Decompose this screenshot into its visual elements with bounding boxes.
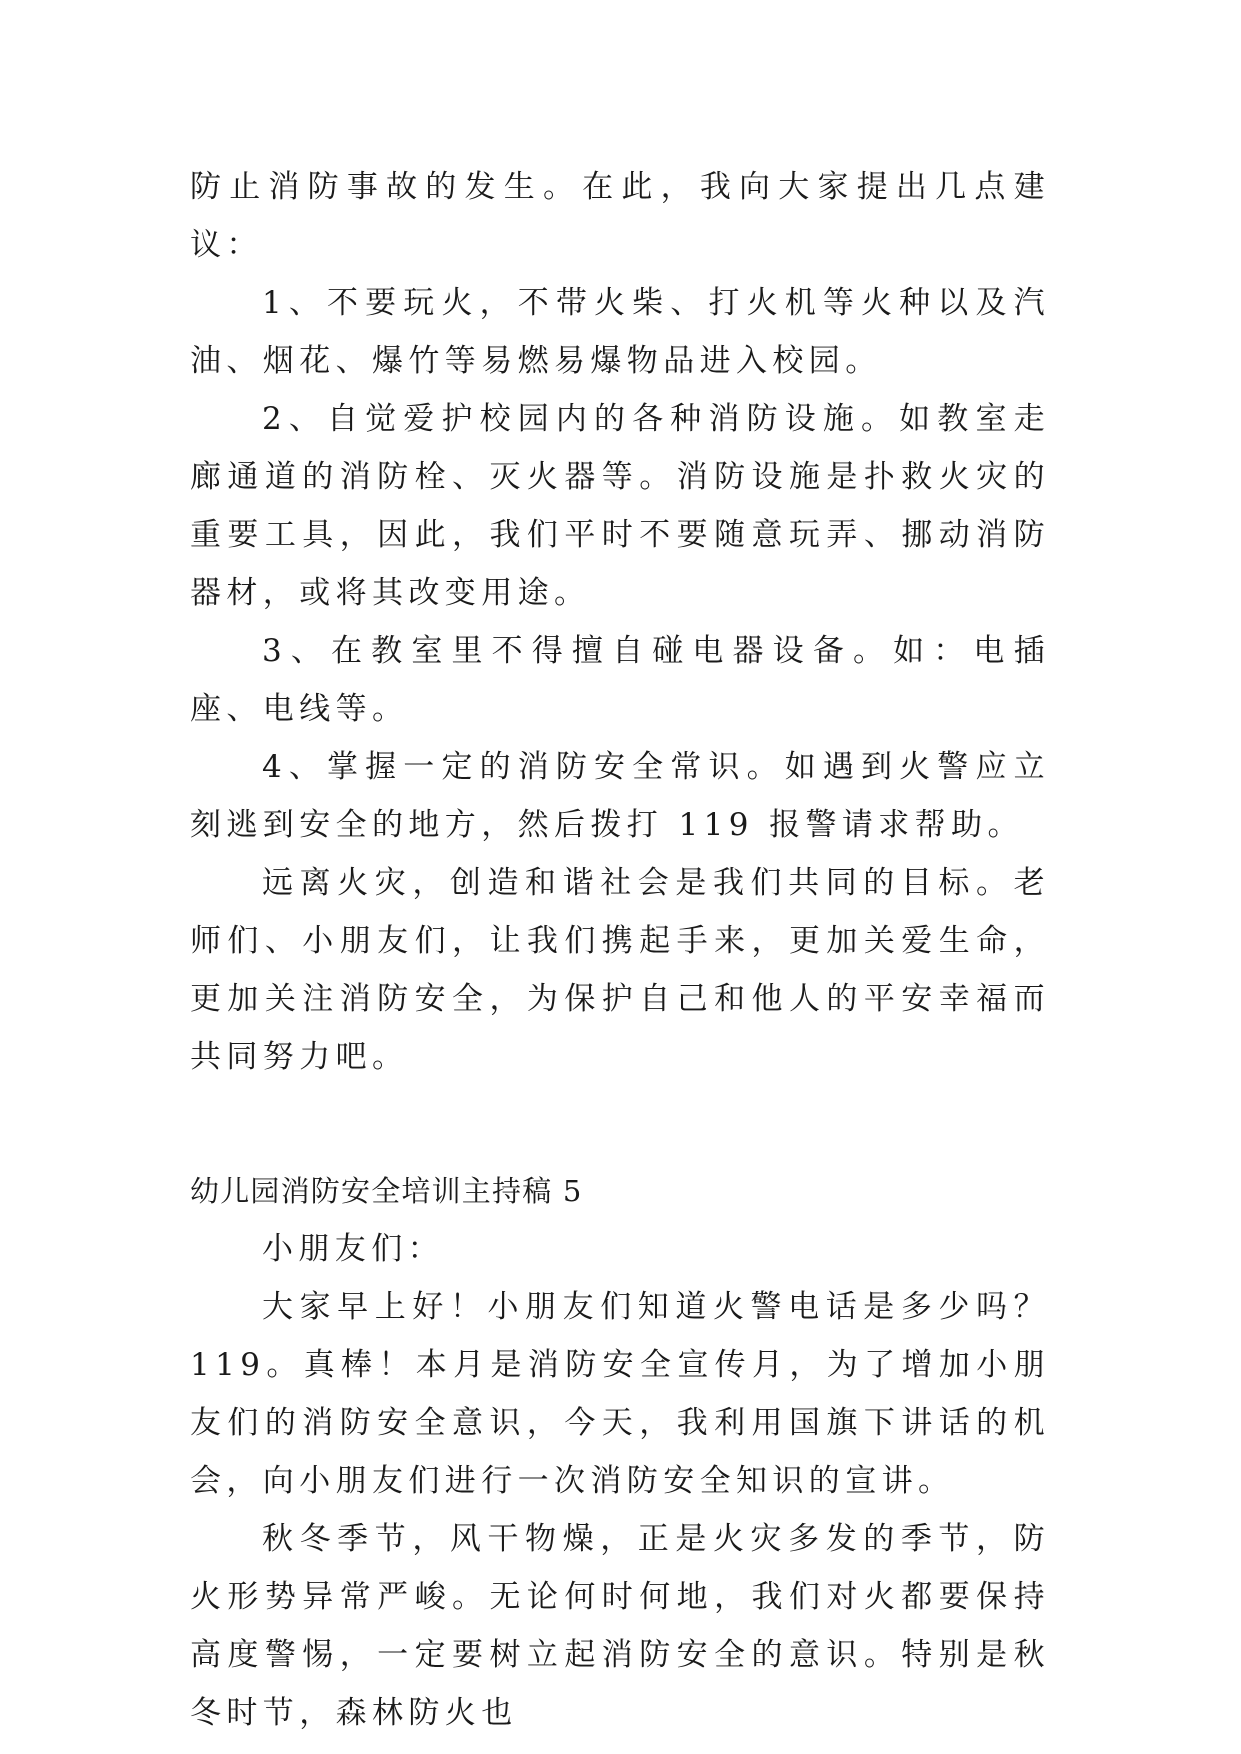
paragraph-closing: 远离火灾，创造和谐社会是我们共同的目标。老师们、小朋友们，让我们携起手来，更加关爱生命，更加关注消防安全，为保护自己和他人的平安幸福而共同努力吧。 (190, 865, 1050, 1075)
paragraph-suggestion-4: 4、掌握一定的消防安全常识。如遇到火警应立刻逃到安全的地方，然后拨打 119 报警请求帮助。 (190, 749, 1050, 843)
document-page (190, 158, 1050, 1742)
paragraph-opening: 大家早上好！小朋友们知道火警电话是多少吗？119。真棒！本月是消防安全宣传月，为了增加小朋友们的消防安全意识，今天，我利用国旗下讲话的机会，向小朋友们进行一次消防安全知识的宣讲。 (190, 1289, 1050, 1499)
paragraph-season-warning: 秋冬季节，风干物燥，正是火灾多发的季节，防火形势异常严峻。无论何时何地，我们对火都要保持高度警惕，一定要树立起消防安全的意识。特别是秋冬时节，森林防火也 (190, 1521, 1050, 1731)
paragraph-greeting: 小朋友们： (262, 1231, 444, 1267)
section-title: 幼儿园消防安全培训主持稿 5 (190, 1174, 583, 1208)
paragraph-intro-continuation: 防止消防事故的发生。在此，我向大家提出几点建议： (190, 169, 1050, 263)
paragraph-suggestion-1: 1、不要玩火，不带火柴、打火机等火种以及汽油、烟花、爆竹等易燃易爆物品进入校园。 (190, 285, 1050, 379)
paragraph-suggestion-3: 3、在教室里不得擅自碰电器设备。如：电插座、电线等。 (190, 633, 1050, 727)
paragraph-suggestion-2: 2、自觉爱护校园内的各种消防设施。如教室走廊通道的消防栓、灭火器等。消防设施是扑救火灾的重要工具，因此，我们平时不要随意玩弄、挪动消防器材，或将其改变用途。 (190, 401, 1050, 611)
